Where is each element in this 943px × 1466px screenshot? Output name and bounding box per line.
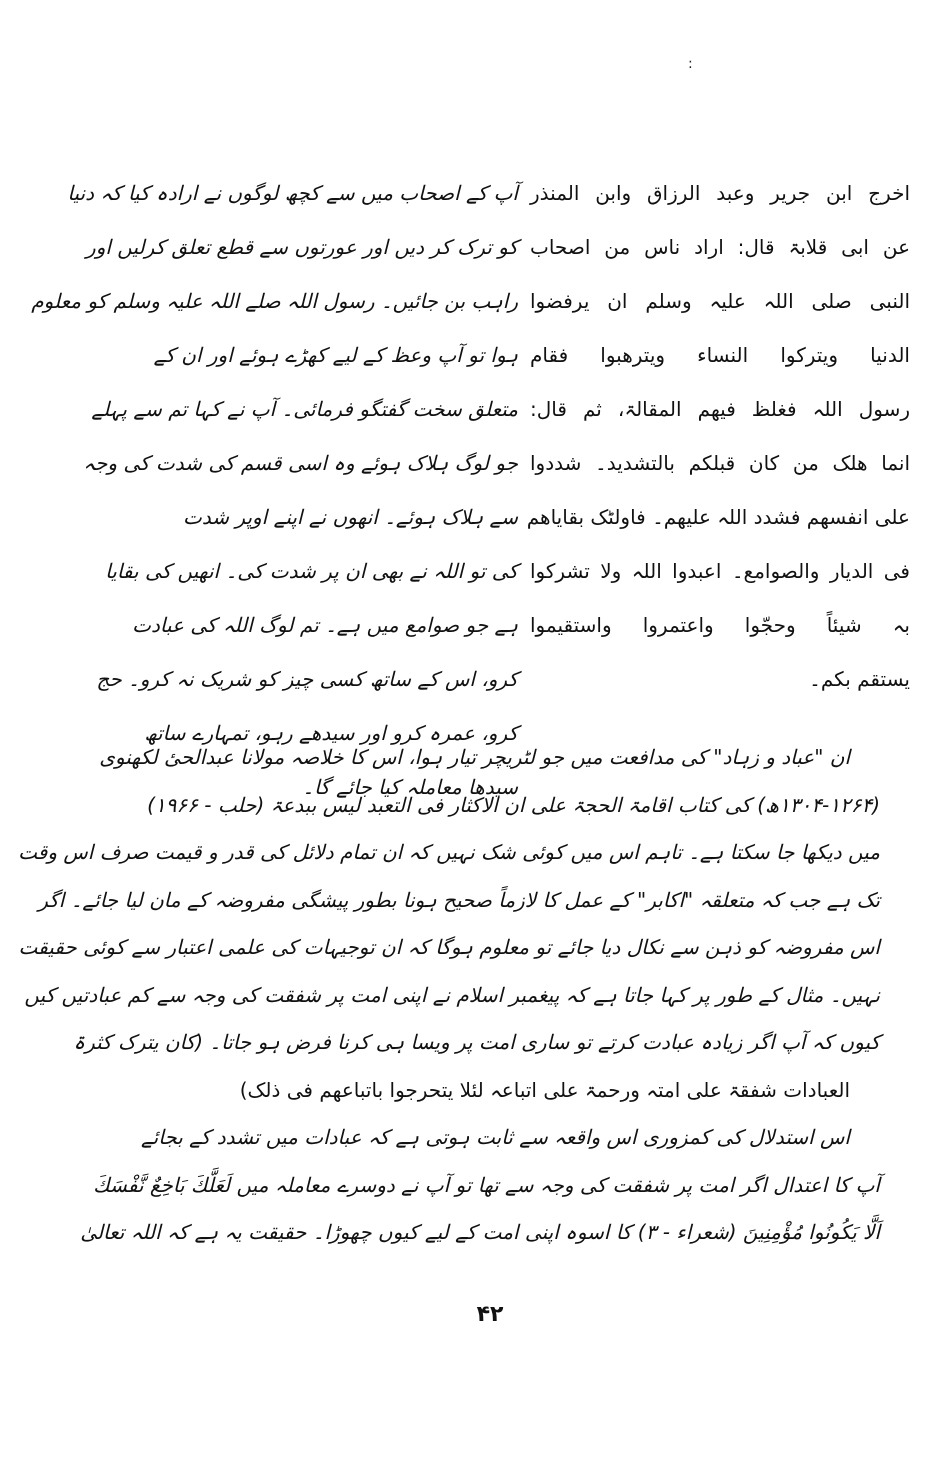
arabic-line: الدنیا ویترکوا النساء ویترھبوا فقام (530, 343, 910, 367)
urdu-line: کرو، اس کے ساتھ کسی چیز کو شریک نہ کرو۔ حج (96, 667, 518, 691)
paragraph-line: نہیں۔ مثال کے طور پر کہا جاتا ہے کہ پیغمبر اسلام نے اپنی امت پر شفقت کی وجہ سے کم عبادتیں کیں (24, 982, 880, 1007)
urdu-line: کی تو اللہ نے بھی ان پر شدت کی۔ انھیں کی بقایا (105, 559, 518, 583)
arabic-line: اخرج ابن جریر وعبد الرزاق وابن المنذر (530, 181, 910, 205)
urdu-line: آپ کے اصحاب میں سے کچھ لوگوں نے ارادہ کیا کہ دنیا (67, 181, 518, 205)
urdu-line: جو لوگ ہلاک ہوئے وہ اسی قسم کی شدت کی وجہ (83, 451, 518, 475)
paragraph-line: تک ہے جب کہ متعلقہ "اکابر" کے عمل کا لازماً صحیح ہونا بطور پیشگی مفروضہ کے مان لیا جائے۔ اگر (38, 887, 880, 912)
arabic-line: علی انفسھم فشدد اللہ علیھم۔ فاولٹک بقایاھم (526, 505, 910, 529)
arabic-line: رسول اللہ فغلظ فیھم المقالۃ، ثم قال: (530, 397, 910, 421)
urdu-line: سیدھا معاملہ کیا جائے گا۔ (302, 775, 518, 799)
arabic-text-column (526, 166, 910, 706)
page-number: ۴۲ (476, 1302, 504, 1327)
arabic-line: انما ھلک من کان قبلکم بالتشدید۔ شددوا (530, 451, 910, 475)
body-paragraphs (18, 734, 880, 1257)
urdu-translation-column (31, 166, 518, 814)
paragraph-line: میں دیکھا جا سکتا ہے۔ تاہم اس میں کوئی شک نہیں کہ ان تمام دلائل کی قدر و قیمت صرف اس وقت (18, 840, 880, 864)
urdu-line: کو ترک کر دیں اور عورتوں سے قطع تعلق کرلیں اور (86, 235, 518, 259)
paragraph-line: آپ کا اعتدال اگر امت پر شفقت کی وجہ سے تھا تو آپ نے دوسرے معاملہ میں لَعَلَّكَ بَاخِعٌ نَّفْسَكَ (93, 1172, 880, 1197)
urdu-line: متعلق سخت گفتگو فرمائی۔ آپ نے کہا تم سے پہلے (91, 397, 518, 421)
urdu-line: ہوا تو آپ وعظ کے لیے کھڑے ہوئے اور ان کے (153, 343, 518, 367)
arabic-quote-line: العبادات شفقۃ علی امتہ ورحمۃ علی اتباعہ لئلا یتحرجوا باتباعھم فی ذلک) (239, 1077, 850, 1102)
paragraph-line: اس استدلال کی کمزوری اس واقعہ سے ثابت ہوتی ہے کہ عبادات میں تشدد کے بجائے (140, 1125, 850, 1149)
arabic-line: یستقم بکم۔ (809, 667, 910, 691)
urdu-line: کرو، عمرہ کرو اور سیدھے رہو، تمہارے ساتھ (144, 721, 518, 745)
arabic-line: عن ابی قلابۃ قال: اراد ناس من اصحاب (530, 235, 910, 259)
paragraph-line: اَلَّا يَكُونُوا مُؤْمِنِينَ (شعراء - ۳) کا اسوہ اپنی امت کے لیے کیوں چھوڑا۔ حقیقت یہ ہے کہ اللہ تعالیٰ (80, 1220, 880, 1244)
urdu-line: ہے جو صوامع میں ہے۔ تم لوگ اللہ کی عبادت (132, 613, 518, 637)
arabic-line: بہ شیئاً وحجّوا واعتمروا واستقیموا (530, 613, 910, 637)
paragraph-line: اس مفروضہ کو ذہن سے نکال دیا جائے تو معلوم ہوگا کہ ان توجیہات کی علمی اعتبار سے کوئی حقیقت (18, 935, 880, 959)
margin-mark: : (688, 56, 693, 72)
paragraph-line: ان "عباد و زہاد" کی مدافعت میں جو لٹریچر تیار ہوا، اس کا خلاصہ مولانا عبدالحیٔ لکھنوی (99, 745, 850, 769)
arabic-line: النبی صلی اللہ علیہ وسلم ان یرفضوا (530, 289, 910, 313)
paragraph-line: کیوں کہ آپ اگر زیادہ عبادت کرتے تو ساری امت پر ویسا ہی کرنا فرض ہو جاتا۔ (کان یترک کثرۃ (73, 1030, 880, 1054)
arabic-line: فی الدیار والصوامع۔ اعبدوا اللہ ولا تشرکوا (530, 559, 910, 583)
urdu-line: سے ہلاک ہوئے۔ انھوں نے اپنے اوپر شدت (182, 505, 518, 529)
urdu-line: راہب بن جائیں۔ رسول اللہ صلے اللہ علیہ وسلم کو معلوم (31, 289, 518, 313)
paragraph-line: (۱۳۰۴-۱۲۶۴ھ) کی کتاب اقامۃ الحجۃ علی ان الاکثار فی التعبد لیس ببدعۃ (حلب - ۱۹۶۶) (147, 792, 880, 817)
